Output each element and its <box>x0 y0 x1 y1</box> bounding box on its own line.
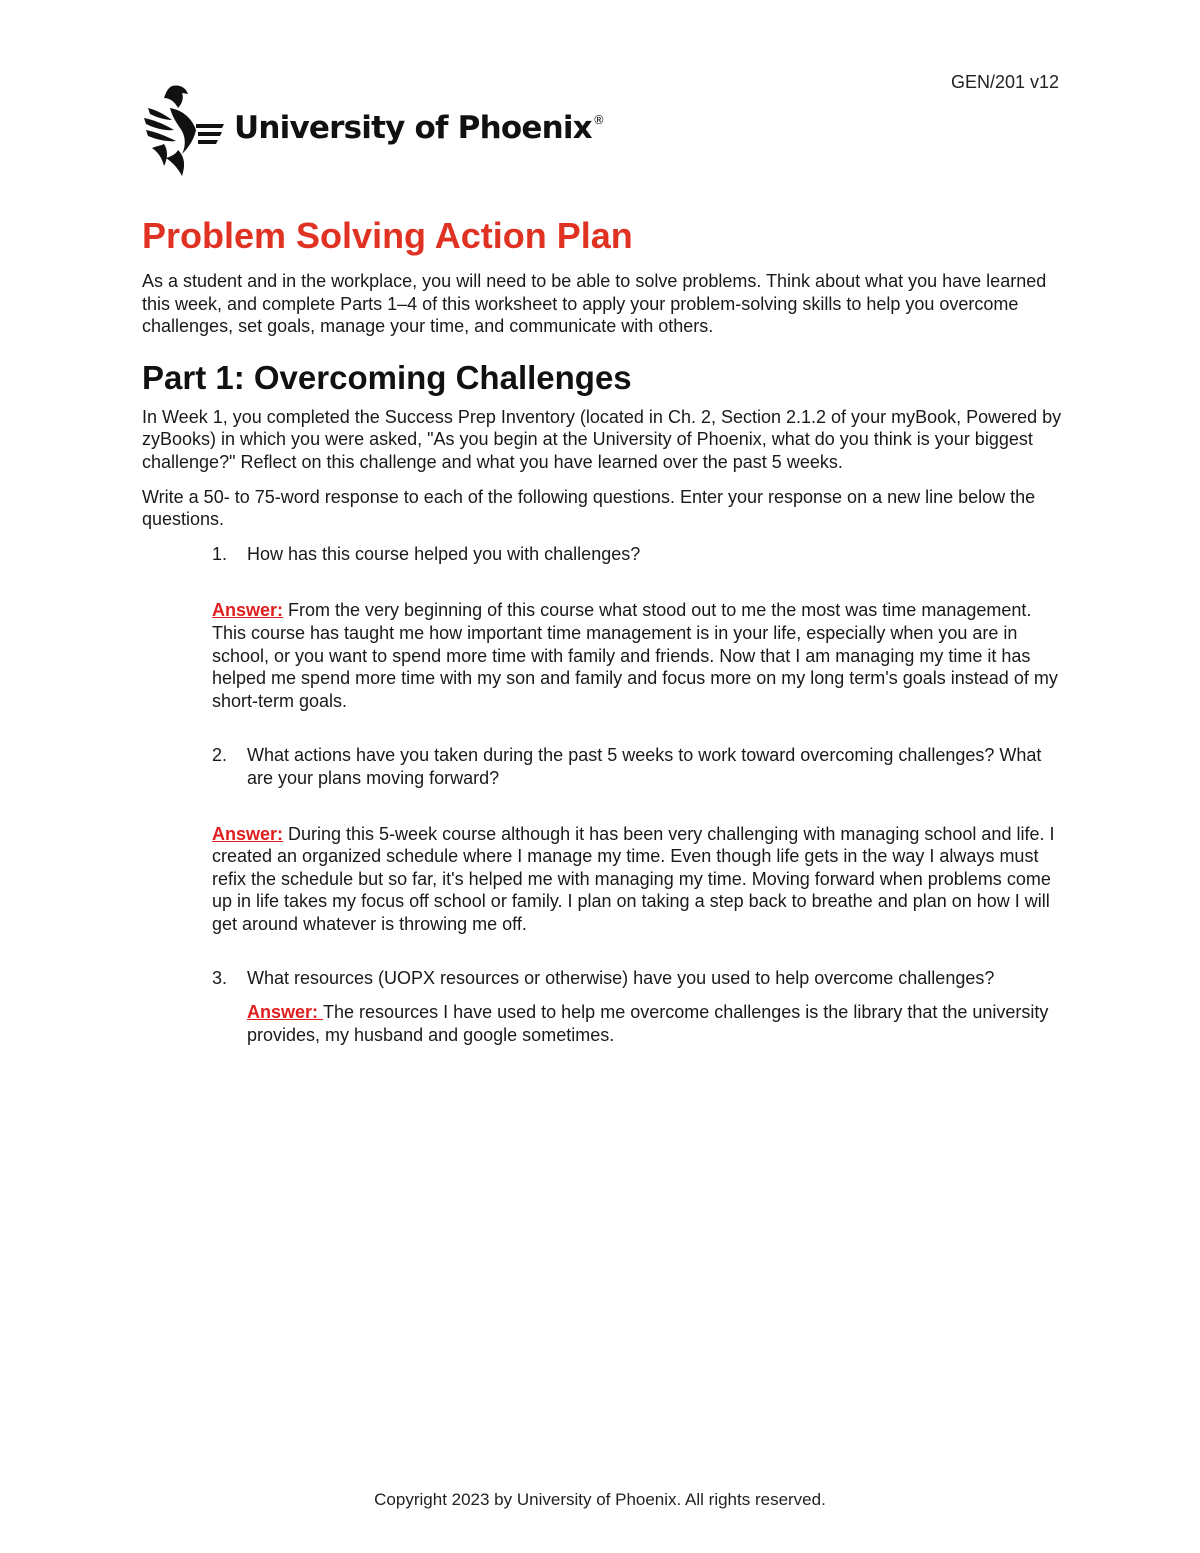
page-title: Problem Solving Action Plan <box>142 215 633 256</box>
question-text: What resources (UOPX resources or otherwise) have you used to help overcome challenges? <box>247 968 995 989</box>
answer-3 <box>247 1001 1062 1046</box>
document-code: GEN/201 v12 <box>950 72 1059 92</box>
part1-body: In Week 1, you completed the Success Prep Inventory (located in Ch. 2, Section 2.1.2 of your myBook, Powered by zyBooks) in which you were asked, "As you begin at the University of Phoenix, what do you think is your biggest challenge?" Reflect on this challenge and what you have learned over the past 5 weeks. <box>142 406 1062 472</box>
university-logo <box>142 84 604 178</box>
question-3 <box>212 967 1062 990</box>
document-content <box>142 212 1062 1046</box>
question-number: 1. <box>212 543 228 564</box>
answer-label: Answer: <box>212 823 284 844</box>
answer-text: During this 5-week course although it has been very challenging with managing school and life. I created an organized schedule where I manage my time. Even though life gets in the way I always must refix the schedule but so far, it's helped me with managing my time. Moving forward when problems come up in life takes my focus off school or family. I plan on taking a step back to breathe and plan on how I will get around whatever is throwing me off. <box>212 823 1055 934</box>
part1-instructions: Write a 50- to 75-word response to each of the following questions. Enter your response on a new line below the questions. <box>142 486 1036 530</box>
question-text: What actions have you taken during the past 5 weeks to work toward overcoming challenges? What are your plans moving forward? <box>247 745 1042 788</box>
part1-heading: Part 1: Overcoming Challenges <box>142 358 632 396</box>
answer-text: The resources I have used to help me overcome challenges is the library that the university provides, my husband and google sometimes. <box>247 1002 1049 1045</box>
answer-text: From the very beginning of this course what stood out to me the most was time management. This course has taught me how important time management is in your life, especially when you are in school, or you want to spend more time with family and friends. Now that I am managing my time it has helped me spend more time with my son and family and focus more on my long term's goals instead of my short-term goals. <box>212 600 1058 711</box>
question-list <box>142 543 1062 1047</box>
question-number: 2. <box>212 745 228 766</box>
answer-label: Answer: <box>247 1002 324 1023</box>
logo-wordmark: University of Phoenix® <box>234 110 605 146</box>
phoenix-bird-icon <box>142 84 224 178</box>
question-text: How has this course helped you with challenges? <box>247 543 641 564</box>
answer-label: Answer: <box>212 600 284 621</box>
copyright-footer: Copyright 2023 by University of Phoenix. All rights reserved. <box>374 1490 826 1509</box>
answer-1 <box>212 599 1062 712</box>
intro-paragraph: As a student and in the workplace, you will need to be able to solve problems. Think about what you have learned this week, and complete Parts 1–4 of this worksheet to apply your problem-solving skills to help you overcome challenges, set goals, manage your time, and communicate with others. <box>142 271 1047 337</box>
answer-2 <box>212 823 1062 936</box>
question-number: 3. <box>212 968 228 989</box>
question-1 <box>212 543 1062 566</box>
question-2 <box>212 744 1062 789</box>
